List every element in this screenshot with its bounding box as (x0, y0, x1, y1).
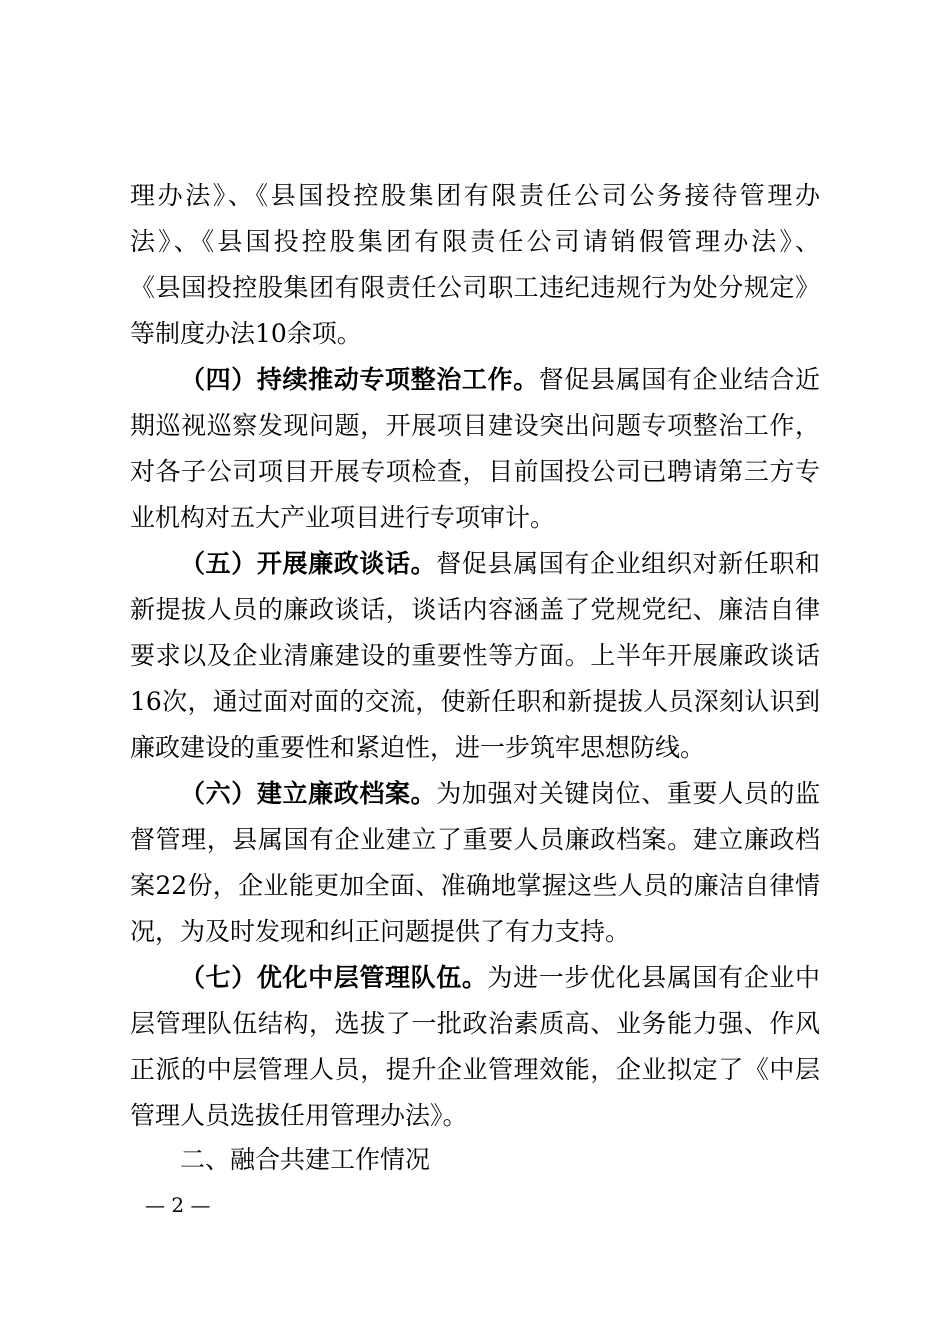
section-lead: （四）持续推动专项整治工作。 (180, 365, 539, 394)
section-first-line-text: 督促县属国有企业组织对新任职和 (436, 549, 820, 578)
section-first-line-text: 督促县属国有企业结合近 (538, 365, 820, 394)
section-first-line (180, 544, 820, 584)
paragraph-line: 管理人员选拔任用管理办法》。 (130, 1101, 468, 1130)
paragraph-line: 要求以及企业清廉建设的重要性等方面。上半年开展廉政谈话 (130, 641, 820, 670)
paragraph-line: 法》、《县国投控股集团有限责任公司请销假管理办法》、 (130, 227, 820, 256)
paragraph-line: 《县国投控股集团有限责任公司职工违纪违规行为处分规定》 (130, 273, 820, 302)
section-first-line (180, 774, 820, 814)
section-heading: 二、融合共建工作情况 (180, 1145, 431, 1174)
paragraph-line: 廉政建设的重要性和紧迫性，进一步筑牢思想防线。 (130, 733, 706, 762)
paragraph-line: 督管理，县属国有企业建立了重要人员廉政档案。建立廉政档 (130, 825, 820, 854)
paragraph-line: 案22份，企业能更加全面、准确地掌握这些人员的廉洁自律情 (130, 871, 820, 900)
paragraph-line: 层管理队伍结构，选拔了一批政治素质高、业务能力强、作风 (130, 1009, 820, 1038)
section-first-line (180, 360, 820, 400)
paragraph-line: 新提拔人员的廉政谈话，谈话内容涵盖了党规党纪、廉洁自律 (130, 595, 820, 624)
paragraph-line: 对各子公司项目开展专项检查，目前国投公司已聘请第三方专 (130, 457, 820, 486)
section-first-line (180, 958, 820, 998)
section-first-line-text: 为加强对关键岗位、重要人员的监 (436, 779, 820, 808)
paragraph-line: 业机构对五大产业项目进行专项审计。 (130, 503, 556, 532)
paragraph-line: 等制度办法10余项。 (130, 319, 362, 348)
section-lead: （六）建立廉政档案。 (180, 779, 437, 808)
paragraph-line: 16次，通过面对面的交流，使新任职和新提拔人员深刻认识到 (130, 687, 820, 716)
section-lead: （七）优化中层管理队伍。 (180, 963, 488, 992)
paragraph-line: 期巡视巡察发现问题，开展项目建设突出问题专项整治工作， (130, 411, 820, 440)
section-first-line-text: 为进一步优化县属国有企业中 (487, 963, 820, 992)
page-number: — 2 — (145, 1193, 211, 1217)
paragraph-line: 况，为及时发现和纠正问题提供了有力支持。 (130, 917, 631, 946)
section-lead: （五）开展廉政谈话。 (180, 549, 437, 578)
paragraph-line: 正派的中层管理人员，提升企业管理效能，企业拟定了《中层 (130, 1055, 820, 1084)
paragraph-line: 理办法》、《县国投控股集团有限责任公司公务接待管理办 (130, 181, 820, 210)
